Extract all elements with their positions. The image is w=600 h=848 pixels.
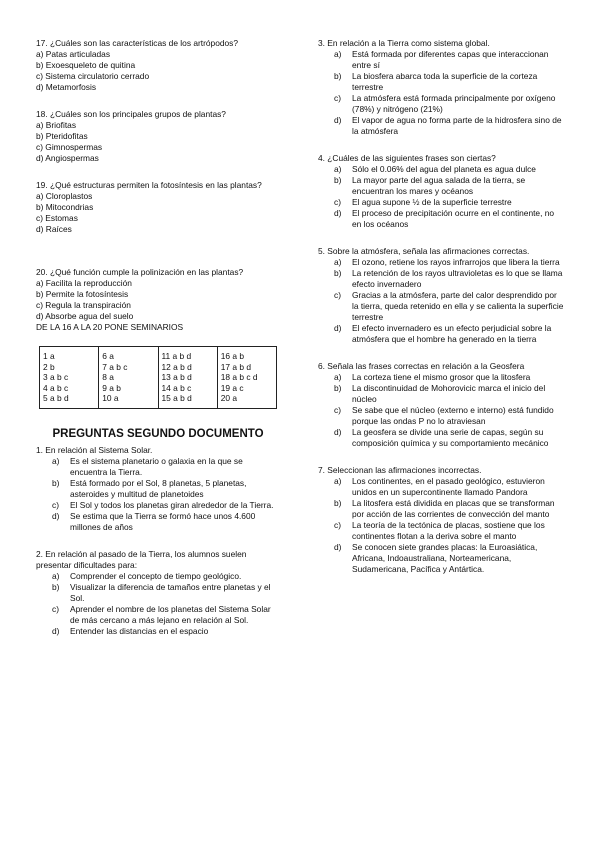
option	[318, 71, 564, 93]
option	[36, 456, 280, 478]
option-text: El proceso de precipitación ocurre en el continente, no en los océanos	[352, 208, 555, 229]
option	[318, 197, 564, 208]
option-text: Es el sistema planetario o galaxia en la que se encuentra la Tierra.	[70, 455, 243, 477]
option	[318, 323, 564, 345]
option	[36, 626, 280, 637]
question-title: 3. En relación a la Tierra como sistema global.	[318, 38, 490, 48]
option-text: La biosfera abarca toda la superficie de la corteza terrestre	[352, 71, 538, 92]
option-label: a)	[52, 455, 60, 466]
question-title: 2. En relación al pasado de la Tierra, los alumnos suelen presentar dificultades para:	[36, 548, 247, 570]
option-text: La geosfera se divide una serie de capas, según su composición química y su comportamiento mecánico	[352, 427, 549, 448]
question-title: 20. ¿Qué función cumple la polinización en las plantas?	[36, 267, 244, 277]
answer: 14 a b c	[161, 382, 192, 393]
answer: 7 a b c	[102, 361, 128, 372]
answer: 4 a b c	[43, 382, 69, 393]
option: c) Estomas	[36, 213, 78, 223]
answer: 6 a	[102, 351, 114, 361]
answer: 12 a b d	[161, 361, 192, 372]
option-text: La atmósfera está formada principalmente por oxígeno (78%) y nitrógeno (21%)	[352, 93, 556, 114]
doc-question-4	[318, 153, 564, 230]
option-text: Se estima que la Tierra se formó hace unos 4.600 millones de años	[70, 510, 256, 532]
option: b) Pteridofitas	[36, 131, 88, 141]
option	[318, 520, 564, 542]
option: d) Absorbe agua del suelo	[36, 311, 134, 321]
question-title: 18. ¿Cuáles son los principales grupos de plantas?	[36, 109, 226, 119]
option-label: c)	[334, 520, 341, 530]
option: b) Mitocondrias	[36, 202, 94, 212]
answer: 8 a	[102, 372, 114, 382]
option-label: a)	[52, 570, 60, 581]
option: b) Exoesqueleto de quitina	[36, 60, 136, 70]
option-label: d)	[334, 208, 342, 218]
option: d) Angiospermas	[36, 153, 99, 163]
doc-question-6	[318, 361, 564, 449]
seminar-note: DE LA 16 A LA 20 PONE SEMINARIOS	[36, 322, 184, 332]
option-label: c)	[334, 405, 341, 415]
question-title: 6. Señala las frases correctas en relación a la Geosfera	[318, 361, 525, 371]
option-label: b)	[334, 498, 342, 508]
option-label: d)	[52, 625, 60, 636]
answer: 5 a b d	[43, 393, 69, 403]
option	[318, 383, 564, 405]
option	[318, 49, 564, 71]
option: c) Gimnospermas	[36, 142, 103, 152]
option-text: Está formada por diferentes capas que interaccionan entre sí	[352, 49, 549, 70]
question-title: 1. En relación al Sistema Solar.	[36, 444, 153, 455]
option	[318, 115, 564, 137]
option-text: El agua supone ½ de la superficie terrestre	[352, 197, 512, 207]
option-text: La teoría de la tectónica de placas, sostiene que los continentes flotan a la deriva sobre el manto	[352, 520, 545, 541]
doc-question-2	[36, 549, 280, 637]
option	[318, 164, 564, 175]
answer: 20 a	[220, 393, 238, 403]
answer: 11 a b d	[161, 351, 192, 361]
option: a) Patas articuladas	[36, 49, 111, 59]
option-text: El efecto invernadero es un efecto perjudicial sobre la atmósfera que el hombre ha generado en la tierra	[352, 323, 552, 344]
option-text: Gracias a la atmósfera, parte del calor desprendido por la tierra, queda retenido en ella y se calienta la superficie terrestre	[352, 290, 564, 322]
option	[318, 268, 564, 290]
option	[318, 476, 564, 498]
option-label: d)	[334, 427, 342, 437]
answer: 3 a b c	[43, 372, 69, 382]
right-column	[318, 38, 564, 591]
option	[318, 290, 564, 323]
option	[318, 542, 564, 575]
option: b) Permite la fotosíntesis	[36, 289, 129, 299]
option	[318, 372, 564, 383]
option-label: d)	[334, 542, 342, 552]
answer: 18 a b c d	[220, 372, 258, 382]
option-text: La retención de los rayos ultravioletas es lo que se llama efecto invernadero	[352, 268, 563, 289]
option	[318, 427, 564, 449]
answer-cell	[40, 347, 99, 409]
question-title: 7. Seleccionan las afirmaciones incorrectas.	[318, 465, 482, 475]
option	[318, 257, 564, 268]
question-17	[36, 38, 280, 93]
question-18	[36, 109, 280, 164]
answer-cell	[158, 347, 217, 409]
option-label: b)	[52, 581, 60, 592]
option-label: c)	[334, 290, 341, 300]
option-label: a)	[334, 476, 342, 486]
doc-question-5	[318, 246, 564, 345]
option-label: a)	[334, 49, 342, 59]
question-title: 17. ¿Cuáles son las características de los artrópodos?	[36, 38, 239, 48]
option-label: a)	[334, 372, 342, 382]
option-text: Se sabe que el núcleo (externo e interno) está fundido porque las ondas P no lo atraviesan	[352, 405, 554, 426]
option	[318, 405, 564, 427]
option-text: Entender las distancias en el espacio	[70, 625, 209, 636]
option-text: La mayor parte del agua salada de la tierra, se encuentran los mares y océanos	[352, 175, 526, 196]
option-label: c)	[52, 499, 59, 510]
option-label: c)	[334, 93, 341, 103]
option	[36, 511, 280, 533]
option	[318, 175, 564, 197]
question-20	[36, 267, 280, 333]
option	[36, 500, 280, 511]
answer-cell	[217, 347, 276, 409]
option-label: b)	[52, 477, 60, 488]
answer: 15 a b d	[161, 393, 192, 403]
option-label: d)	[334, 323, 342, 333]
answer: 19 a c	[220, 382, 244, 393]
option-label: a)	[334, 257, 342, 267]
option-label: d)	[334, 115, 342, 125]
option-label: d)	[52, 510, 60, 521]
option: d) Metamorfosis	[36, 82, 97, 92]
option-text: La discontinuidad de Mohorovicic marca el inicio del núcleo	[352, 383, 546, 404]
option-text: Aprender el nombre de los planetas del Sistema Solar de más cercano a más lejano en relación al Sol.	[70, 603, 271, 625]
option-label: c)	[334, 197, 341, 207]
option	[318, 208, 564, 230]
option: a) Briofitas	[36, 120, 77, 130]
option-label: b)	[334, 175, 342, 185]
answer: 9 a b	[102, 382, 121, 393]
option-text: El vapor de agua no forma parte de la hidrosfera sino de la atmósfera	[352, 115, 562, 136]
option-label: b)	[334, 383, 342, 393]
option: d) Raíces	[36, 224, 72, 234]
option-text: Se conocen siete grandes placas: la Euroasiática, Africana, Indoaustraliana, Norteamericana, Sudamericana, Pacífica y Antártica.	[352, 542, 538, 574]
option-text: El Sol y todos los planetas giran alrededor de la Tierra.	[70, 499, 274, 510]
answer: 1 a	[43, 351, 55, 361]
answer: 13 a b d	[161, 372, 192, 382]
option-label: b)	[334, 71, 342, 81]
doc-question-7	[318, 465, 564, 575]
option-text: Comprender el concepto de tiempo geológico.	[70, 570, 242, 581]
option	[36, 604, 280, 626]
question-19	[36, 180, 280, 235]
option	[318, 93, 564, 115]
doc-question-3	[318, 38, 564, 137]
doc-question-1	[36, 445, 280, 533]
option-text: Está formado por el Sol, 8 planetas, 5 planetas, asteroides y multitud de planetoides	[70, 477, 247, 499]
option: a) Facilita la reproducción	[36, 278, 132, 288]
question-title: 4. ¿Cuáles de las siguientes frases son ciertas?	[318, 153, 496, 163]
option	[36, 478, 280, 500]
option-text: Sólo el 0.06% del agua del planeta es agua dulce	[352, 164, 536, 174]
option-text: La litosfera está dividida en placas que se transforman por acción de las corrientes de convección del manto	[352, 498, 555, 519]
option	[36, 582, 280, 604]
option-text: Visualizar la diferencia de tamaños entre planetas y el Sol.	[70, 581, 271, 603]
answer: 2 b	[43, 361, 55, 372]
option-text: La corteza tiene el mismo grosor que la litosfera	[352, 372, 531, 382]
option-text: El ozono, retiene los rayos infrarrojos que libera la tierra	[352, 257, 560, 267]
option	[36, 571, 280, 582]
question-title: 19. ¿Qué estructuras permiten la fotosíntesis en las plantas?	[36, 180, 262, 190]
option: a) Cloroplastos	[36, 191, 93, 201]
answer-table	[39, 346, 277, 409]
option	[318, 498, 564, 520]
option-label: b)	[334, 268, 342, 278]
option-label: c)	[52, 603, 59, 614]
option-text: Los continentes, en el pasado geológico, estuvieron unidos en un supercontinente llamado Pandora	[352, 476, 545, 497]
answer: 16 a b	[220, 351, 245, 361]
answer-cell	[99, 347, 158, 409]
left-column	[36, 38, 280, 653]
answer: 10 a	[102, 393, 119, 403]
option: c) Regula la transpiración	[36, 300, 131, 310]
question-title: 5. Sobre la atmósfera, señala las afirmaciones correctas.	[318, 246, 530, 256]
section-title: PREGUNTAS SEGUNDO DOCUMENTO	[52, 427, 264, 440]
option: c) Sistema circulatorio cerrado	[36, 71, 150, 81]
answer: 17 a b d	[220, 361, 252, 372]
option-label: a)	[334, 164, 342, 174]
